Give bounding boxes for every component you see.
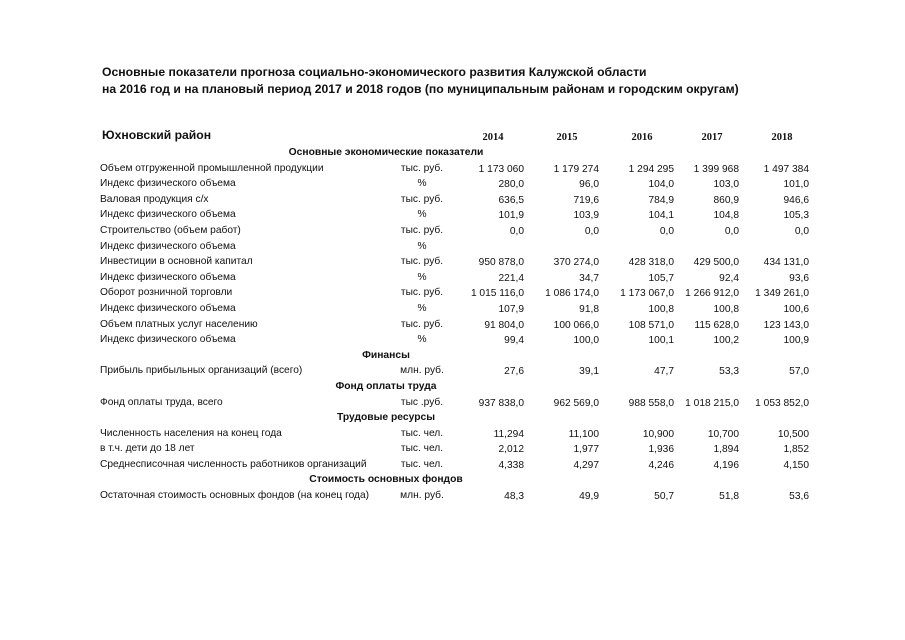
indicator-label: Объем отгруженной промышленной продукции	[100, 162, 324, 174]
table-row	[0, 271, 905, 287]
value-cell: 10,900	[642, 428, 674, 440]
value-cell: 34,7	[579, 272, 599, 284]
table-row	[0, 489, 905, 505]
section-heading-label: Трудовые ресурсы	[336, 412, 436, 424]
title-line-2: на 2016 год и на плановый период 2017 и 2018 годов (по муниципальным районам и городским округам)	[102, 82, 739, 96]
value-cell: 10,500	[777, 428, 809, 440]
value-cell: 0,0	[584, 225, 599, 237]
table-row	[0, 162, 905, 178]
table-row	[0, 302, 905, 318]
unit-cell: млн. руб.	[400, 365, 444, 377]
value-cell: 115 628,0	[694, 319, 739, 331]
indicator-label: Среднесписочная численность работников организаций	[100, 458, 367, 470]
indicator-label: Фонд оплаты труда, всего	[100, 396, 223, 408]
indicator-label: Численность населения на конец года	[100, 427, 282, 439]
value-cell: 370 274,0	[553, 257, 599, 269]
value-cell: 39,1	[579, 366, 599, 378]
value-cell: 1 173 060	[478, 163, 524, 175]
value-cell: 100,2	[713, 335, 739, 347]
unit-cell: %	[417, 271, 427, 283]
value-cell: 49,9	[579, 491, 599, 503]
indicator-label: Остаточная стоимость основных фондов (на конец года)	[100, 490, 370, 502]
value-cell: 92,4	[719, 272, 739, 284]
value-cell: 100,8	[648, 303, 674, 315]
value-cell: 0,0	[724, 225, 739, 237]
value-cell: 101,0	[783, 179, 809, 191]
value-cell: 937 838,0	[478, 397, 524, 409]
value-cell: 950 878,0	[478, 257, 524, 269]
table-row	[0, 208, 905, 224]
indicator-label: Индекс физического объема	[100, 240, 236, 252]
year-header: 2014	[482, 132, 504, 143]
value-cell: 100 066,0	[553, 319, 599, 331]
value-cell: 4,150	[783, 459, 809, 471]
value-cell: 1,852	[783, 444, 809, 456]
table-row	[0, 255, 905, 271]
unit-cell: тыс. руб.	[400, 162, 444, 174]
value-cell: 105,3	[783, 210, 809, 222]
value-cell: 108 571,0	[628, 319, 674, 331]
value-cell: 1 179 274	[553, 163, 599, 175]
indicator-label: Индекс физического объема	[100, 334, 236, 346]
value-cell: 27,6	[504, 366, 524, 378]
value-cell: 946,6	[783, 194, 809, 206]
value-cell: 860,9	[713, 194, 739, 206]
value-cell: 100,8	[713, 303, 739, 315]
unit-cell: тыс. чел.	[400, 427, 444, 439]
unit-cell: тыс. чел.	[400, 443, 444, 455]
value-cell: 1 053 852,0	[755, 397, 809, 409]
indicator-label: Инвестиции в основной капитал	[100, 256, 253, 268]
value-cell: 1 015 116,0	[470, 288, 524, 300]
section-heading-label: Стоимость основных фондов	[309, 474, 463, 486]
value-cell: 2,012	[498, 444, 524, 456]
value-cell: 53,6	[789, 491, 809, 503]
value-cell: 4,246	[648, 459, 674, 471]
table-row	[0, 458, 905, 474]
value-cell: 103,9	[573, 210, 599, 222]
year-header: 2015	[556, 132, 578, 143]
section-heading-label: Фонд оплаты труда	[335, 380, 437, 392]
value-cell: 0,0	[659, 225, 674, 237]
value-cell: 96,0	[579, 179, 599, 191]
value-cell: 962 569,0	[553, 397, 599, 409]
value-cell: 1 018 215,0	[685, 397, 739, 409]
title-line-1: Основные показатели прогноза социально-экономического развития Калужской области	[102, 65, 647, 79]
section-heading	[0, 380, 905, 396]
unit-cell: тыс. руб.	[400, 318, 444, 330]
value-cell: 221,4	[498, 272, 524, 284]
unit-cell: %	[417, 334, 427, 346]
value-cell: 636,5	[498, 194, 524, 206]
value-cell: 100,6	[783, 303, 809, 315]
value-cell: 53,3	[719, 366, 739, 378]
value-cell: 104,8	[713, 210, 739, 222]
value-cell: 11,294	[493, 428, 524, 440]
value-cell: 4,196	[713, 459, 739, 471]
indicator-label: Индекс физического объема	[100, 178, 236, 190]
indicator-label: Индекс физического объема	[100, 209, 236, 221]
value-cell: 91 804,0	[484, 319, 524, 331]
value-cell: 104,1	[648, 210, 674, 222]
value-cell: 988 558,0	[628, 397, 674, 409]
unit-cell: тыс .руб.	[400, 396, 444, 408]
table-row	[0, 286, 905, 302]
section-heading-label: Основные экономические показатели	[288, 147, 484, 158]
value-cell: 57,0	[789, 366, 809, 378]
table-row	[0, 318, 905, 334]
value-cell: 123 143,0	[763, 319, 809, 331]
value-cell: 50,7	[654, 491, 674, 503]
unit-cell: %	[417, 302, 427, 314]
value-cell: 104,0	[648, 179, 674, 191]
value-cell: 429 500,0	[693, 257, 739, 269]
value-cell: 280,0	[498, 179, 524, 191]
indicator-label: Прибыль прибыльных организаций (всего)	[100, 365, 303, 377]
table-row	[0, 396, 905, 412]
unit-cell: тыс. чел.	[400, 458, 444, 470]
value-cell: 103,0	[713, 179, 739, 191]
value-cell: 51,8	[719, 491, 739, 503]
value-cell: 1 086 174,0	[545, 288, 599, 300]
value-cell: 100,1	[648, 335, 674, 347]
indicator-label: Объем платных услуг населению	[100, 318, 258, 330]
indicators-table	[0, 146, 905, 505]
value-cell: 1 266 912,0	[685, 288, 739, 300]
value-cell: 434 131,0	[763, 257, 809, 269]
indicator-label: в т.ч. дети до 18 лет	[100, 443, 195, 455]
section-heading	[0, 349, 905, 365]
document-title	[102, 64, 739, 98]
value-cell: 1 399 968	[693, 163, 739, 175]
table-row	[0, 240, 905, 256]
value-cell: 1,894	[713, 444, 739, 456]
unit-cell: тыс. руб.	[400, 224, 444, 236]
value-cell: 1 173 067,0	[620, 288, 674, 300]
table-row	[0, 177, 905, 193]
value-cell: 1 497 384	[763, 163, 809, 175]
value-cell: 1,936	[648, 444, 674, 456]
indicator-label: Строительство (объем работ)	[100, 224, 241, 236]
value-cell: 4,297	[573, 459, 599, 471]
value-cell: 428 318,0	[628, 257, 674, 269]
section-heading	[0, 411, 905, 427]
value-cell: 100,0	[573, 335, 599, 347]
table-row	[0, 193, 905, 209]
value-cell: 1 294 295	[628, 163, 674, 175]
value-cell: 11,100	[568, 428, 599, 440]
year-header: 2016	[631, 132, 653, 143]
value-cell: 99,4	[504, 335, 524, 347]
value-cell: 107,9	[498, 303, 524, 315]
unit-cell: %	[417, 240, 427, 252]
value-cell: 47,7	[654, 366, 674, 378]
unit-cell: %	[417, 178, 427, 190]
value-cell: 784,9	[648, 194, 674, 206]
value-cell: 1,977	[573, 444, 599, 456]
unit-cell: тыс. руб.	[400, 193, 444, 205]
indicator-label: Индекс физического объема	[100, 271, 236, 283]
value-cell: 93,6	[789, 272, 809, 284]
value-cell: 719,6	[573, 194, 599, 206]
value-cell: 48,3	[504, 491, 524, 503]
value-cell: 91,8	[579, 303, 599, 315]
table-row	[0, 333, 905, 349]
year-header: 2018	[771, 132, 793, 143]
value-cell: 4,338	[498, 459, 524, 471]
section-heading	[0, 146, 905, 162]
value-cell: 10,700	[707, 428, 739, 440]
indicator-label: Валовая продукция с/х	[100, 193, 209, 205]
table-row	[0, 364, 905, 380]
section-heading	[0, 473, 905, 489]
table-row	[0, 224, 905, 240]
unit-cell: тыс. руб.	[400, 256, 444, 268]
table-row	[0, 442, 905, 458]
value-cell: 101,9	[498, 210, 524, 222]
unit-cell: млн. руб.	[400, 490, 444, 502]
value-cell: 105,7	[648, 272, 674, 284]
unit-cell: тыс. руб.	[400, 287, 444, 299]
section-heading-label: Финансы	[362, 349, 410, 361]
indicator-label: Индекс физического объема	[100, 302, 236, 314]
value-cell: 0,0	[794, 225, 809, 237]
year-header: 2017	[701, 132, 723, 143]
value-cell: 0,0	[509, 225, 524, 237]
table-row	[0, 427, 905, 443]
value-cell: 1 349 261,0	[755, 288, 809, 300]
unit-cell: %	[417, 209, 427, 221]
district-name: Юхновский район	[102, 128, 212, 142]
indicator-label: Оборот розничной торговли	[100, 287, 233, 299]
value-cell: 100,9	[783, 335, 809, 347]
